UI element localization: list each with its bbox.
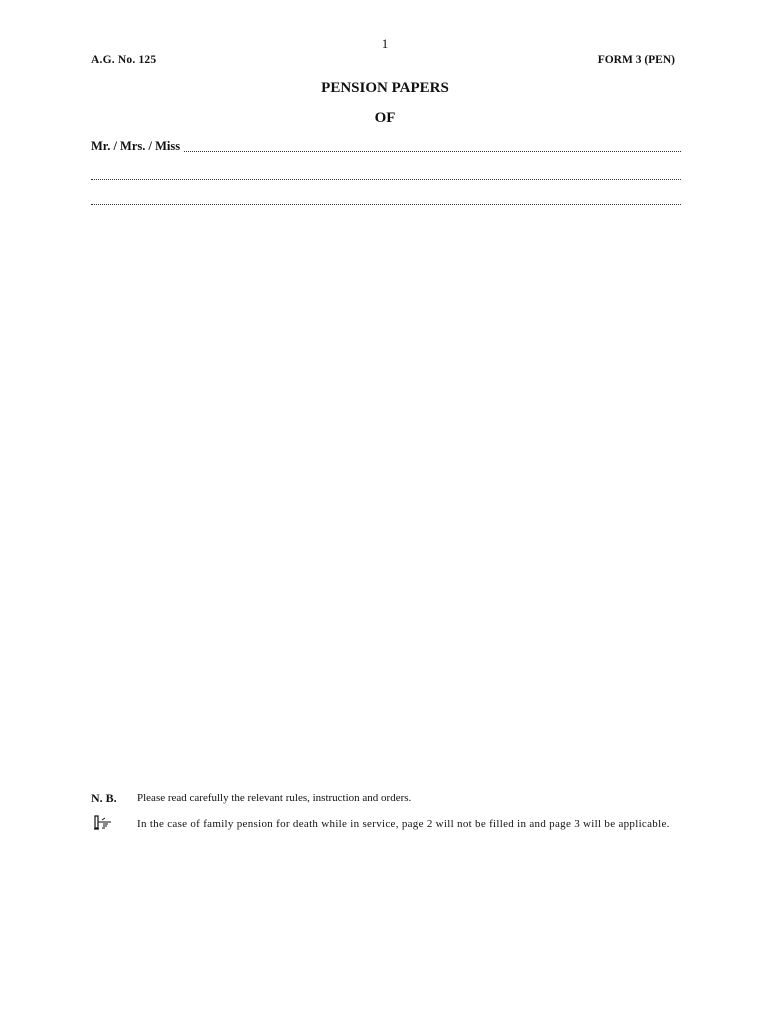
form-number: FORM 3 (PEN) <box>597 54 675 66</box>
name-field-row <box>91 139 681 154</box>
name-continuation-line[interactable] <box>91 204 681 205</box>
name-field-line[interactable] <box>184 139 681 152</box>
note-text: In the case of family pension for death while in service, page 2 will not be filled in and page 3 will be applicable. <box>137 818 670 830</box>
ag-number: A.G. No. 125 <box>91 54 157 66</box>
title-of: OF <box>374 110 396 126</box>
page-number: 1 <box>381 36 389 51</box>
name-continuation-line[interactable] <box>91 179 681 180</box>
nb-text: Please read carefully the relevant rules, instruction and orders. <box>137 792 412 804</box>
name-field-label: Mr. / Mrs. / Miss <box>91 139 181 153</box>
nb-label: N. B. <box>91 791 117 805</box>
pointing-hand-icon <box>93 815 113 831</box>
document-title: PENSION PAPERS <box>321 80 449 96</box>
